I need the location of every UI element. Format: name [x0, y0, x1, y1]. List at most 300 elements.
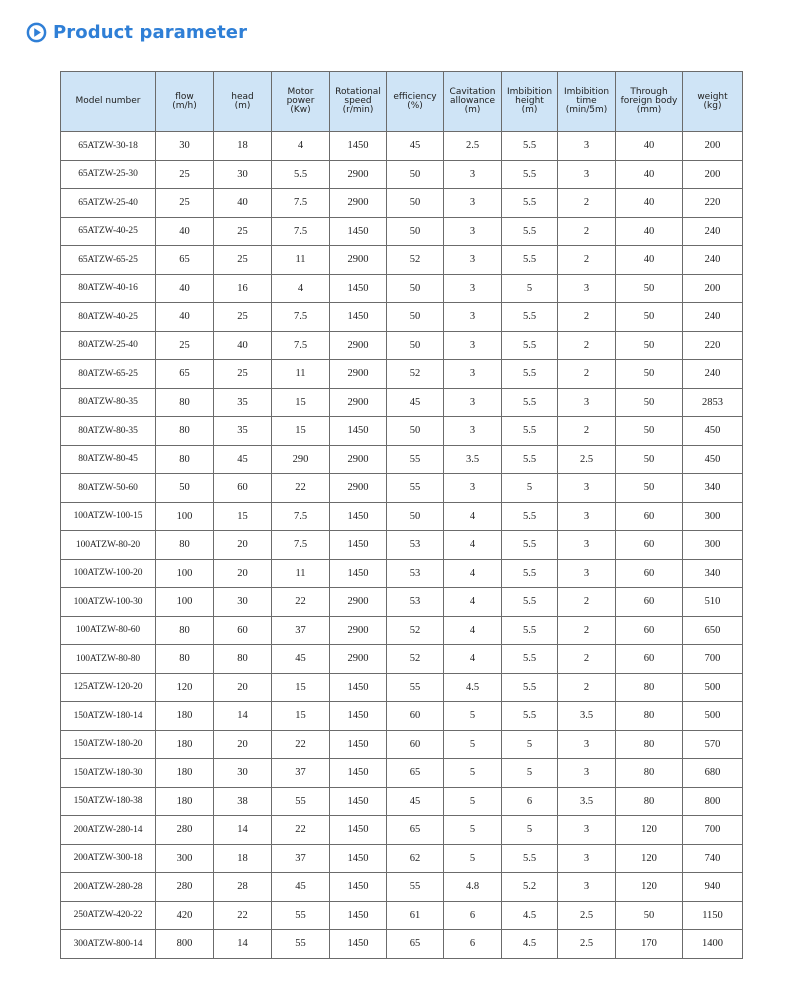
table-cell: 100: [156, 588, 214, 617]
column-header-line: foreign body: [620, 96, 678, 106]
table-cell: 500: [683, 702, 743, 731]
table-cell: 14: [214, 816, 272, 845]
table-cell: 22: [272, 588, 330, 617]
table-cell: 20: [214, 559, 272, 588]
model-number-cell: 300ATZW-800-14: [61, 930, 156, 959]
model-number-cell: 80ATZW-80-35: [61, 417, 156, 446]
table-cell: 700: [683, 816, 743, 845]
table-cell: 4.8: [444, 873, 502, 902]
table-cell: 2900: [330, 331, 387, 360]
table-cell: 1150: [683, 901, 743, 930]
table-cell: 2: [558, 303, 616, 332]
table-row: [61, 531, 743, 560]
table-cell: 45: [214, 445, 272, 474]
table-cell: 5: [444, 816, 502, 845]
table-cell: 80: [156, 645, 214, 674]
table-cell: 1400: [683, 930, 743, 959]
table-cell: 50: [616, 274, 683, 303]
table-cell: 700: [683, 645, 743, 674]
table-cell: 28: [214, 873, 272, 902]
table-cell: 7.5: [272, 303, 330, 332]
table-cell: 1450: [330, 673, 387, 702]
table-cell: 50: [616, 901, 683, 930]
table-body: [61, 132, 743, 959]
table-cell: 240: [683, 246, 743, 275]
table-cell: 60: [616, 531, 683, 560]
table-row: [61, 901, 743, 930]
column-header: [444, 72, 502, 132]
table-cell: 6: [502, 787, 558, 816]
model-number-cell: 65ATZW-30-18: [61, 132, 156, 161]
model-number-cell: 100ATZW-100-15: [61, 502, 156, 531]
table-row: [61, 873, 743, 902]
table-cell: 30: [214, 160, 272, 189]
page-title: Product parameter: [53, 22, 248, 43]
table-row: [61, 502, 743, 531]
table-cell: 3: [558, 759, 616, 788]
table-cell: 800: [156, 930, 214, 959]
column-header: [214, 72, 272, 132]
table-cell: 25: [156, 331, 214, 360]
table-cell: 4: [272, 132, 330, 161]
table-cell: 180: [156, 787, 214, 816]
table-cell: 25: [156, 189, 214, 218]
table-cell: 80: [616, 702, 683, 731]
table-cell: 11: [272, 246, 330, 275]
table-cell: 4.5: [502, 901, 558, 930]
table-cell: 5.5: [502, 360, 558, 389]
table-cell: 3: [558, 844, 616, 873]
table-cell: 4: [444, 645, 502, 674]
table-cell: 3: [444, 217, 502, 246]
table-cell: 80: [616, 759, 683, 788]
table-cell: 800: [683, 787, 743, 816]
table-cell: 300: [683, 502, 743, 531]
table-cell: 50: [387, 189, 444, 218]
table-row: [61, 559, 743, 588]
table-cell: 52: [387, 616, 444, 645]
model-number-cell: 65ATZW-40-25: [61, 217, 156, 246]
table-cell: 50: [387, 217, 444, 246]
column-header-line: allowance: [449, 96, 496, 106]
column-header-line: Rotational: [335, 87, 381, 97]
table-cell: 3: [444, 303, 502, 332]
table-cell: 60: [387, 702, 444, 731]
table-cell: 6: [444, 901, 502, 930]
table-cell: 3: [444, 388, 502, 417]
table-cell: 3.5: [558, 787, 616, 816]
table-cell: 55: [387, 445, 444, 474]
column-header: [387, 72, 444, 132]
table-cell: 55: [387, 673, 444, 702]
model-number-cell: 100ATZW-100-20: [61, 559, 156, 588]
table-cell: 25: [214, 360, 272, 389]
table-cell: 200: [683, 160, 743, 189]
table-cell: 300: [683, 531, 743, 560]
table-cell: 65: [387, 816, 444, 845]
table-cell: 2.5: [558, 901, 616, 930]
table-row: [61, 160, 743, 189]
table-cell: 80: [156, 417, 214, 446]
column-header-line: Imbibition: [563, 87, 610, 97]
table-cell: 50: [616, 474, 683, 503]
table-cell: 3: [558, 160, 616, 189]
model-number-cell: 80ATZW-40-16: [61, 274, 156, 303]
table-cell: 1450: [330, 816, 387, 845]
table-cell: 2: [558, 645, 616, 674]
table-cell: 40: [616, 160, 683, 189]
table-cell: 1450: [330, 559, 387, 588]
table-cell: 4: [444, 502, 502, 531]
column-header: [272, 72, 330, 132]
table-cell: 220: [683, 189, 743, 218]
table-cell: 15: [272, 417, 330, 446]
table-row: [61, 588, 743, 617]
model-number-cell: 100ATZW-100-30: [61, 588, 156, 617]
table-cell: 40: [214, 331, 272, 360]
table-cell: 50: [616, 417, 683, 446]
table-cell: 5.5: [272, 160, 330, 189]
model-number-cell: 80ATZW-40-25: [61, 303, 156, 332]
column-header-line: Model number: [75, 96, 141, 106]
model-number-cell: 100ATZW-80-20: [61, 531, 156, 560]
table-cell: 180: [156, 702, 214, 731]
table-cell: 5: [444, 787, 502, 816]
table-cell: 60: [616, 616, 683, 645]
column-header-line: (m): [234, 100, 251, 111]
table-row: [61, 303, 743, 332]
table-cell: 25: [214, 217, 272, 246]
table-cell: 15: [272, 702, 330, 731]
model-number-cell: 250ATZW-420-22: [61, 901, 156, 930]
table-cell: 1450: [330, 702, 387, 731]
table-cell: 11: [272, 559, 330, 588]
table-cell: 53: [387, 588, 444, 617]
table-cell: 50: [387, 331, 444, 360]
model-number-cell: 100ATZW-80-80: [61, 645, 156, 674]
table-cell: 22: [272, 474, 330, 503]
table-cell: 50: [616, 388, 683, 417]
table-cell: 61: [387, 901, 444, 930]
table-cell: 22: [272, 730, 330, 759]
table-cell: 16: [214, 274, 272, 303]
table-cell: 5.5: [502, 132, 558, 161]
table-cell: 60: [616, 588, 683, 617]
model-number-cell: 150ATZW-180-14: [61, 702, 156, 731]
table-cell: 7.5: [272, 531, 330, 560]
table-cell: 65: [387, 759, 444, 788]
table-cell: 300: [156, 844, 214, 873]
table-cell: 1450: [330, 217, 387, 246]
table-cell: 3: [444, 246, 502, 275]
table-cell: 3: [444, 160, 502, 189]
column-header-line: power: [286, 96, 315, 106]
table-cell: 120: [616, 873, 683, 902]
table-cell: 25: [156, 160, 214, 189]
table-cell: 5: [444, 730, 502, 759]
column-header: [683, 72, 743, 132]
table-cell: 3: [444, 189, 502, 218]
table-cell: 50: [616, 360, 683, 389]
column-header-line: Imbibition: [506, 87, 553, 97]
table-cell: 4: [272, 274, 330, 303]
table-cell: 80: [156, 445, 214, 474]
table-cell: 60: [616, 645, 683, 674]
table-cell: 80: [214, 645, 272, 674]
table-cell: 55: [387, 873, 444, 902]
table-cell: 5.5: [502, 531, 558, 560]
table-cell: 55: [272, 787, 330, 816]
table-row: [61, 189, 743, 218]
table-cell: 45: [387, 388, 444, 417]
table-cell: 62: [387, 844, 444, 873]
table-cell: 25: [214, 246, 272, 275]
model-number-cell: 80ATZW-25-40: [61, 331, 156, 360]
table-cell: 60: [214, 616, 272, 645]
table-cell: 38: [214, 787, 272, 816]
table-cell: 1450: [330, 930, 387, 959]
column-header-line: (Kw): [290, 105, 311, 115]
table-cell: 1450: [330, 901, 387, 930]
table-cell: 5.5: [502, 303, 558, 332]
table-cell: 55: [272, 930, 330, 959]
table-cell: 52: [387, 246, 444, 275]
table-row: [61, 702, 743, 731]
table-row: [61, 246, 743, 275]
table-cell: 2: [558, 189, 616, 218]
table-cell: 1450: [330, 132, 387, 161]
column-header: [558, 72, 616, 132]
table-cell: 3: [444, 360, 502, 389]
table-cell: 80: [616, 787, 683, 816]
table-cell: 60: [214, 474, 272, 503]
table-cell: 5.5: [502, 417, 558, 446]
table-cell: 5.5: [502, 246, 558, 275]
table-cell: 2: [558, 673, 616, 702]
table-cell: 4: [444, 616, 502, 645]
table-cell: 40: [156, 274, 214, 303]
table-cell: 2: [558, 417, 616, 446]
table-cell: 45: [387, 132, 444, 161]
table-cell: 3: [558, 388, 616, 417]
table-cell: 1450: [330, 844, 387, 873]
column-header-line: (m): [521, 105, 538, 115]
table-row: [61, 132, 743, 161]
model-number-cell: 80ATZW-80-35: [61, 388, 156, 417]
column-header: [330, 72, 387, 132]
table-cell: 2900: [330, 388, 387, 417]
table-cell: 4.5: [444, 673, 502, 702]
table-cell: 1450: [330, 417, 387, 446]
table-cell: 80: [156, 616, 214, 645]
table-row: [61, 445, 743, 474]
table-cell: 37: [272, 844, 330, 873]
table-cell: 2900: [330, 616, 387, 645]
table-cell: 35: [214, 388, 272, 417]
table-cell: 5.5: [502, 673, 558, 702]
table-cell: 40: [616, 217, 683, 246]
table-row: [61, 417, 743, 446]
table-cell: 2: [558, 360, 616, 389]
table-cell: 2900: [330, 645, 387, 674]
table-cell: 14: [214, 702, 272, 731]
table-cell: 220: [683, 331, 743, 360]
column-header-line: (m/h): [172, 100, 197, 111]
table-cell: 40: [616, 132, 683, 161]
table-cell: 53: [387, 559, 444, 588]
table-cell: 7.5: [272, 502, 330, 531]
table-cell: 3: [444, 331, 502, 360]
table-cell: 120: [616, 844, 683, 873]
table-cell: 1450: [330, 759, 387, 788]
table-cell: 5.5: [502, 331, 558, 360]
table-cell: 2.5: [558, 445, 616, 474]
table-cell: 40: [156, 217, 214, 246]
table-cell: 3.5: [558, 702, 616, 731]
table-cell: 1450: [330, 730, 387, 759]
section-header: [26, 22, 247, 43]
table-row: [61, 673, 743, 702]
table-cell: 680: [683, 759, 743, 788]
table-cell: 5.5: [502, 160, 558, 189]
model-number-cell: 65ATZW-25-40: [61, 189, 156, 218]
table-cell: 170: [616, 930, 683, 959]
product-parameter-table: [60, 71, 743, 959]
model-number-cell: 150ATZW-180-20: [61, 730, 156, 759]
table-row: [61, 816, 743, 845]
table-cell: 570: [683, 730, 743, 759]
column-header: [61, 72, 156, 132]
table-cell: 7.5: [272, 189, 330, 218]
table-cell: 30: [156, 132, 214, 161]
model-number-cell: 80ATZW-65-25: [61, 360, 156, 389]
column-header-line: Motor: [287, 87, 314, 97]
column-header-line: efficiency: [393, 91, 437, 102]
table-cell: 37: [272, 759, 330, 788]
table-cell: 60: [616, 502, 683, 531]
table-cell: 2853: [683, 388, 743, 417]
table-cell: 65: [156, 360, 214, 389]
column-header-line: height: [515, 96, 544, 106]
table-cell: 50: [387, 160, 444, 189]
model-number-cell: 125ATZW-120-20: [61, 673, 156, 702]
table-cell: 4: [444, 559, 502, 588]
table-cell: 5.5: [502, 844, 558, 873]
table-cell: 4.5: [502, 930, 558, 959]
play-circle-icon: [26, 22, 47, 43]
table-cell: 200: [683, 274, 743, 303]
table-cell: 1450: [330, 531, 387, 560]
table-cell: 2: [558, 588, 616, 617]
table-cell: 2: [558, 331, 616, 360]
table-cell: 30: [214, 588, 272, 617]
table-cell: 240: [683, 217, 743, 246]
table-cell: 1450: [330, 274, 387, 303]
table-cell: 2.5: [444, 132, 502, 161]
table-cell: 2: [558, 616, 616, 645]
column-header-line: weight: [697, 91, 728, 102]
table-cell: 5: [502, 816, 558, 845]
table-cell: 5.5: [502, 388, 558, 417]
model-number-cell: 80ATZW-50-60: [61, 474, 156, 503]
table-cell: 5: [444, 759, 502, 788]
table-cell: 50: [387, 417, 444, 446]
table-cell: 5: [502, 474, 558, 503]
table-cell: 510: [683, 588, 743, 617]
table-cell: 1450: [330, 303, 387, 332]
model-number-cell: 150ATZW-180-30: [61, 759, 156, 788]
column-header: [616, 72, 683, 132]
table-cell: 280: [156, 816, 214, 845]
table-cell: 80: [156, 388, 214, 417]
table-cell: 22: [272, 816, 330, 845]
table-cell: 15: [272, 388, 330, 417]
table-cell: 52: [387, 645, 444, 674]
table-cell: 5: [502, 730, 558, 759]
table-cell: 4: [444, 588, 502, 617]
table-row: [61, 360, 743, 389]
table-header-row: [61, 72, 743, 132]
column-header-line: flow: [175, 91, 194, 102]
table-cell: 100: [156, 502, 214, 531]
table-cell: 5.5: [502, 502, 558, 531]
column-header-line: Cavitation: [449, 87, 496, 97]
table-cell: 120: [616, 816, 683, 845]
column-header-line: (mm): [636, 105, 662, 115]
table-row: [61, 474, 743, 503]
column-header: [502, 72, 558, 132]
table-cell: 65: [156, 246, 214, 275]
table-cell: 2900: [330, 588, 387, 617]
table-cell: 5.5: [502, 588, 558, 617]
table-cell: 37: [272, 616, 330, 645]
table-cell: 18: [214, 844, 272, 873]
table-cell: 80: [616, 673, 683, 702]
table-cell: 2900: [330, 445, 387, 474]
table-cell: 15: [272, 673, 330, 702]
table-cell: 50: [616, 331, 683, 360]
table-cell: 60: [387, 730, 444, 759]
table-cell: 2: [558, 246, 616, 275]
table-cell: 5.5: [502, 189, 558, 218]
table-cell: 500: [683, 673, 743, 702]
table-cell: 740: [683, 844, 743, 873]
table-cell: 40: [616, 246, 683, 275]
table-cell: 2: [558, 217, 616, 246]
column-header-line: Through: [630, 87, 668, 97]
table-cell: 3: [558, 730, 616, 759]
table-cell: 18: [214, 132, 272, 161]
model-number-cell: 200ATZW-300-18: [61, 844, 156, 873]
column-header-line: speed: [344, 96, 372, 106]
column-header: [156, 72, 214, 132]
table-cell: 3: [558, 559, 616, 588]
table-cell: 2900: [330, 189, 387, 218]
column-header-line: (r/min): [342, 105, 374, 115]
table-row: [61, 331, 743, 360]
table-cell: 2900: [330, 246, 387, 275]
table-cell: 280: [156, 873, 214, 902]
table-cell: 65: [387, 930, 444, 959]
table-cell: 2900: [330, 474, 387, 503]
table-cell: 50: [387, 502, 444, 531]
table-row: [61, 730, 743, 759]
table-cell: 340: [683, 474, 743, 503]
table-cell: 3: [558, 873, 616, 902]
table-cell: 50: [616, 445, 683, 474]
table-row: [61, 274, 743, 303]
table-cell: 3: [558, 132, 616, 161]
